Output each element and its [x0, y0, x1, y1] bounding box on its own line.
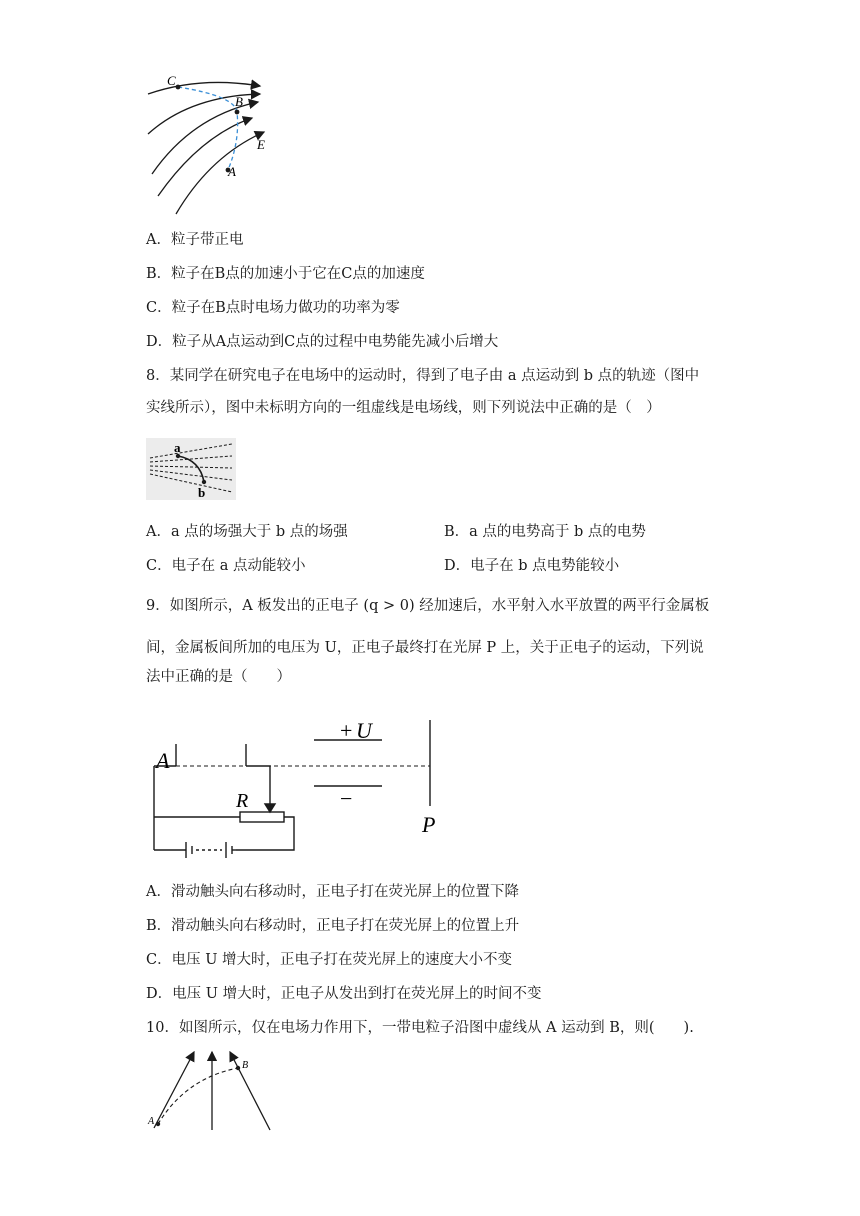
particle-trajectory — [158, 1068, 238, 1124]
q10-stem: 10．如图所示，仅在电场力作用下，一带电粒子沿图中虚线从 A 运动到 B，则( ). — [146, 1020, 694, 1036]
q8-option-b: B．a 点的电势高于 b 点的电势 — [444, 524, 646, 540]
label-plus: + — [340, 718, 353, 743]
label-b: b — [198, 485, 206, 500]
q9-stem-line3: 法中正确的是（ ） — [146, 669, 291, 685]
q9-stem-line2: 间，金属板间所加的电压为 U，正电子最终打在光屏 P 上，关于正电子的运动，下列说 — [146, 640, 704, 656]
q8-figure — [146, 438, 236, 500]
label-B: B — [235, 94, 243, 109]
q8-stem-line1: 8．某同学在研究电子在电场中的运动时，得到了电子由 a 点运动到 b 点的轨迹（图中 — [146, 368, 700, 384]
label-A: A — [156, 748, 170, 773]
q8-option-d: D．电子在 b 点电势能较小 — [444, 558, 620, 574]
q9-option-b: B．滑动触头向右移动时，正电子打在荧光屏上的位置上升 — [146, 918, 520, 934]
q9-figure — [146, 712, 446, 862]
label-U: U — [356, 718, 372, 743]
label-A: A — [228, 164, 236, 179]
field-line — [148, 94, 260, 134]
q8-stem-line2: 实线所示），图中未标明方向的一组虚线是电场线，则下列说法中正确的是（ ） — [146, 400, 661, 416]
label-E: E — [257, 137, 265, 152]
field-line — [176, 132, 264, 214]
q7-option-a: A．粒子带正电 — [146, 232, 244, 248]
field-line — [148, 82, 260, 94]
q7-option-b: B．粒子在B点的加速小于它在C点的加速度 — [146, 266, 425, 282]
label-P: P — [422, 812, 436, 837]
q8-option-c: C．电子在 a 点动能较小 — [146, 558, 306, 574]
field-line — [230, 1052, 270, 1130]
q9-option-d: D．电压 U 增大时，正电子从发出到打在荧光屏上的时间不变 — [146, 986, 542, 1002]
label-minus: − — [340, 786, 353, 811]
label-A: A — [148, 1116, 155, 1127]
label-a: a — [174, 440, 181, 455]
q7-option-d: D．粒子从A点运动到C点的过程中电势能先减小后增大 — [146, 334, 499, 350]
q8-option-a: A．a 点的场强大于 b 点的场强 — [146, 524, 348, 540]
q7-figure — [140, 66, 290, 218]
field-line — [152, 102, 258, 174]
q9-option-c: C．电压 U 增大时，正电子打在荧光屏上的速度大小不变 — [146, 952, 513, 968]
label-R: R — [236, 790, 249, 812]
label-C: C — [167, 73, 176, 88]
q9-option-a: A．滑动触头向右移动时，正电子打在荧光屏上的位置下降 — [146, 884, 519, 900]
q10-figure — [146, 1048, 276, 1132]
label-B: B — [242, 1060, 249, 1071]
q7-option-c: C．粒子在B点时电场力做功的功率为零 — [146, 300, 400, 316]
q9-stem-line1: 9．如图所示，A 板发出的正电子 (q > 0) 经加速后，水平射入水平放置的两平行金属板 — [146, 598, 710, 614]
